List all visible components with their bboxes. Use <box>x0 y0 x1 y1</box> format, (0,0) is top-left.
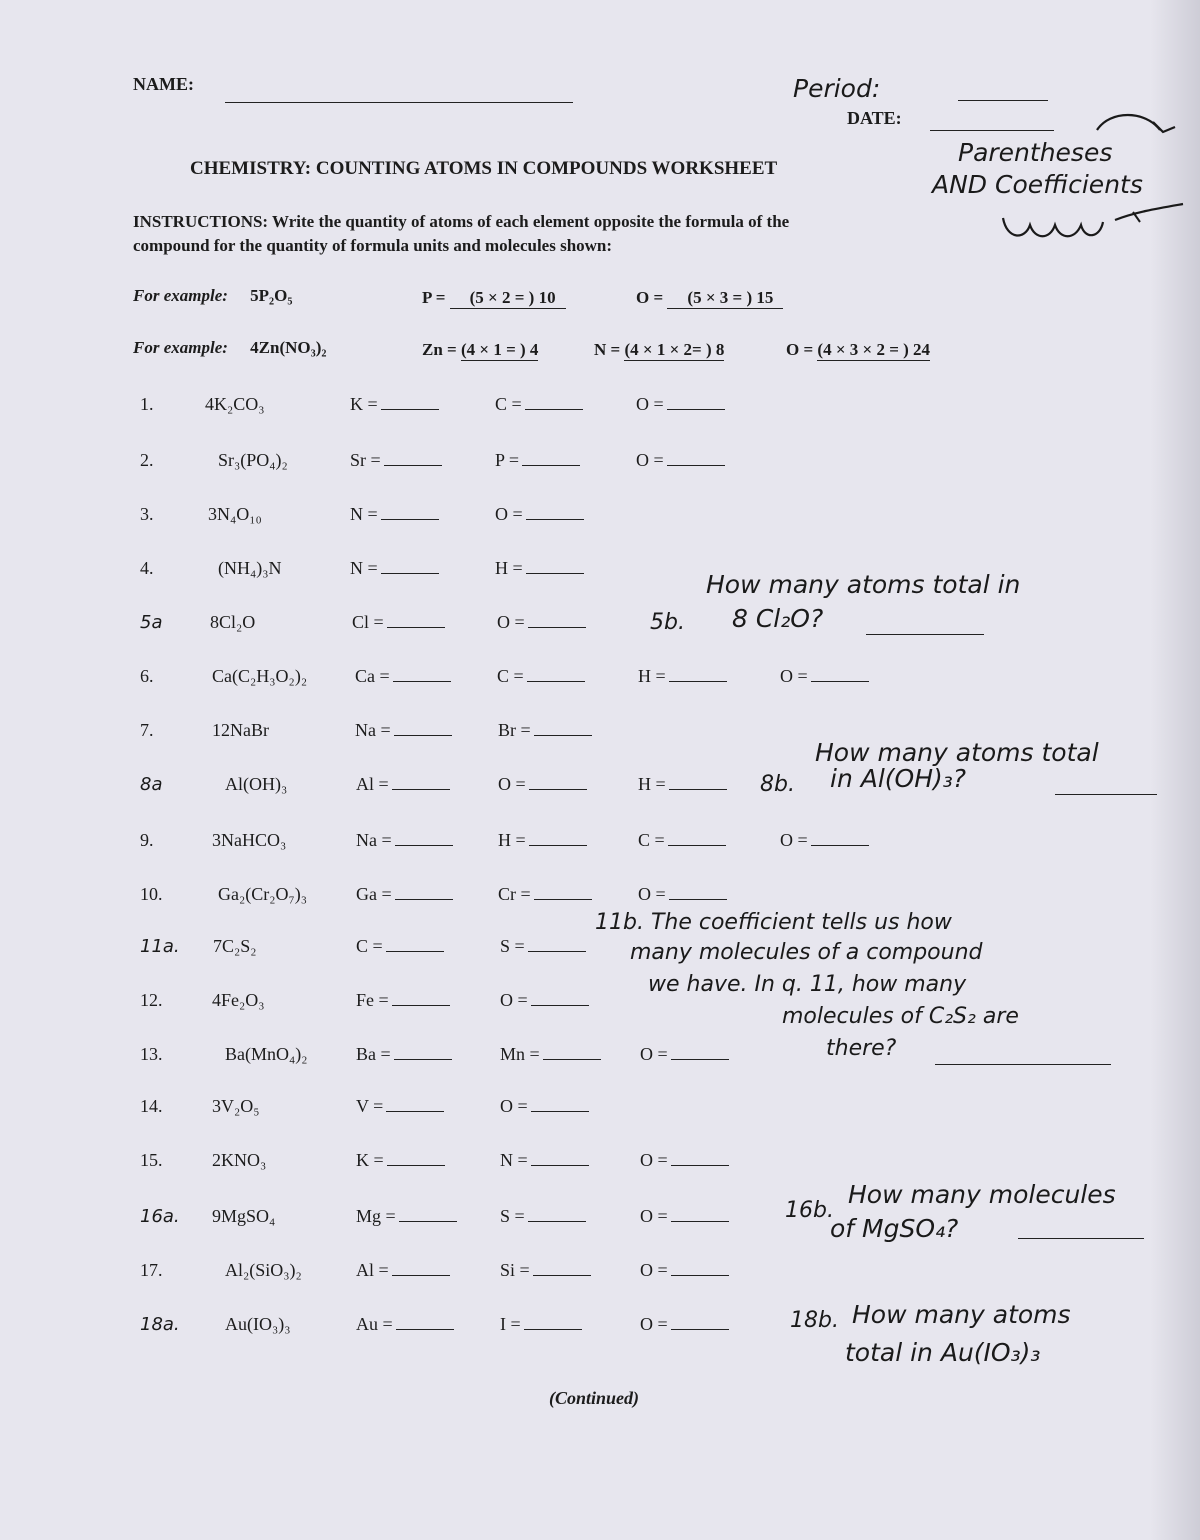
answer-blank[interactable] <box>394 721 452 736</box>
answer-blank[interactable] <box>387 1151 445 1166</box>
element-label: Fe = <box>356 990 389 1010</box>
element-label: K = <box>350 394 378 414</box>
answer-blank[interactable] <box>394 1045 452 1060</box>
element-label: C = <box>495 394 522 414</box>
answer-blank[interactable] <box>669 667 727 682</box>
q11b-line-5: there? <box>826 1036 897 1061</box>
problem-formula: 4K₂CO₃ <box>205 394 265 414</box>
q16b-blank <box>1018 1238 1144 1239</box>
problem-number: 2. <box>140 450 154 470</box>
q8b-line-2: in Al(OH)₃? <box>830 764 967 793</box>
answer-blank[interactable] <box>526 505 584 520</box>
answer-blank[interactable] <box>395 831 453 846</box>
q18b-line-2: total in Au(IO₃)₃ <box>845 1338 1041 1367</box>
element-answer <box>636 394 725 415</box>
element-label: Al = <box>356 1260 389 1280</box>
element-answer <box>498 774 587 795</box>
element-label: O = <box>500 1096 528 1116</box>
element-answer <box>638 884 727 905</box>
element-label: H = <box>638 666 666 686</box>
element-label: O = <box>500 990 528 1010</box>
answer-blank[interactable] <box>667 395 725 410</box>
element-answer <box>638 666 727 687</box>
element-answer <box>498 884 592 905</box>
problem-number: 1. <box>140 394 154 414</box>
element-answer <box>640 1260 729 1281</box>
element-label: K = <box>356 1150 384 1170</box>
problem-number: 6. <box>140 666 154 686</box>
problem-number: 16a. <box>140 1206 180 1227</box>
element-answer <box>780 830 869 851</box>
element-label: Cr = <box>498 884 531 904</box>
q16b-line-1: How many molecules <box>848 1180 1116 1209</box>
element-label: Mn = <box>500 1044 540 1064</box>
element-answer <box>350 450 442 471</box>
answer-blank[interactable] <box>531 991 589 1006</box>
q8b-blank <box>1055 794 1157 795</box>
element-answer <box>500 1096 589 1117</box>
answer-blank[interactable] <box>527 667 585 682</box>
element-label: O = <box>780 666 808 686</box>
element-label: P = <box>495 450 519 470</box>
example-2-zn: Zn = (4 × 1 = ) 4 <box>422 340 539 359</box>
answer-blank[interactable] <box>396 1315 454 1330</box>
element-answer <box>640 1150 729 1171</box>
problem-formula: 7C₂S₂ <box>213 936 257 956</box>
answer-blank[interactable] <box>387 613 445 628</box>
problem-number: 8a <box>140 774 163 795</box>
element-answer <box>356 1260 450 1281</box>
answer-blank[interactable] <box>528 613 586 628</box>
element-answer <box>640 1206 729 1227</box>
element-answer <box>497 666 585 687</box>
q11b-line-2: many molecules of a compound <box>630 940 983 965</box>
answer-blank[interactable] <box>671 1151 729 1166</box>
element-label: O = <box>497 612 525 632</box>
problem-number: 12. <box>140 990 163 1010</box>
element-label: O = <box>498 774 526 794</box>
element-label: C = <box>356 936 383 956</box>
answer-blank[interactable] <box>543 1045 601 1060</box>
answer-blank[interactable] <box>386 937 444 952</box>
problem-formula: Sr₃(PO₄)₂ <box>218 450 288 470</box>
problem-formula: (NH₄)₃N <box>218 558 282 578</box>
problem-formula: Ba(MnO₄)₂ <box>225 1044 308 1064</box>
element-answer <box>350 504 439 525</box>
note-coefficients: AND Coefficients <box>932 170 1143 199</box>
element-answer <box>636 450 725 471</box>
problem-formula: 8Cl₂O <box>210 612 256 632</box>
element-answer <box>500 1206 586 1227</box>
element-label: S = <box>500 1206 525 1226</box>
element-label: O = <box>636 450 664 470</box>
element-label: O = <box>780 830 808 850</box>
element-label: C = <box>497 666 524 686</box>
element-answer <box>352 612 445 633</box>
element-answer <box>638 774 727 795</box>
element-answer <box>780 666 869 687</box>
element-answer <box>498 720 592 741</box>
q11b-blank <box>935 1064 1111 1065</box>
answer-blank[interactable] <box>392 991 450 1006</box>
answer-blank[interactable] <box>671 1315 729 1330</box>
example-1-p: P = (5 × 2 = ) 10 <box>422 288 566 309</box>
problem-formula: Al(OH)₃ <box>225 774 288 794</box>
element-label: Ca = <box>355 666 390 686</box>
q18b-line-1: How many atoms <box>852 1300 1071 1329</box>
continued-label: (Continued) <box>549 1388 640 1408</box>
answer-blank[interactable] <box>381 505 439 520</box>
element-label: O = <box>640 1044 668 1064</box>
element-answer <box>500 990 589 1011</box>
problem-number: 5a <box>140 612 163 633</box>
element-answer <box>640 1044 729 1065</box>
answer-blank[interactable] <box>671 1207 729 1222</box>
element-answer <box>498 830 587 851</box>
answer-blank[interactable] <box>524 1315 582 1330</box>
answer-blank[interactable] <box>529 775 587 790</box>
q11b-line-1: 11b. The coefficient tells us how <box>595 910 952 935</box>
problem-formula: 2KNO₃ <box>212 1150 267 1170</box>
element-label: I = <box>500 1314 521 1334</box>
q18b-label: 18b. <box>790 1308 839 1333</box>
element-answer <box>355 720 452 741</box>
q5b-line-2: 8 Cl₂O? <box>732 604 824 633</box>
element-label: N = <box>350 504 378 524</box>
element-label: O = <box>640 1260 668 1280</box>
element-answer <box>356 990 450 1011</box>
element-answer <box>638 830 726 851</box>
instructions-line-2: compound for the quantity of formula units and molecules shown: <box>133 236 613 255</box>
problem-number: 3. <box>140 504 154 524</box>
answer-blank[interactable] <box>392 775 450 790</box>
q16b-label: 16b. <box>785 1198 834 1223</box>
problem-formula: Ca(C₂H₃O₂)₂ <box>212 666 308 686</box>
answer-blank[interactable] <box>393 667 451 682</box>
element-label: H = <box>495 558 523 578</box>
element-answer <box>356 774 450 795</box>
answer-blank[interactable] <box>529 831 587 846</box>
problem-number: 18a. <box>140 1314 180 1335</box>
element-label: C = <box>638 830 665 850</box>
name-blank <box>225 102 573 103</box>
answer-blank[interactable] <box>522 451 580 466</box>
element-answer <box>356 884 453 905</box>
answer-blank[interactable] <box>534 885 592 900</box>
example-2: For example: 4Zn(NO₃)₂ <box>133 338 327 357</box>
element-answer <box>500 1044 601 1065</box>
problem-number: 7. <box>140 720 154 740</box>
element-answer <box>500 936 586 957</box>
element-answer <box>356 1206 457 1227</box>
worksheet-title: CHEMISTRY: COUNTING ATOMS IN COMPOUNDS WORKSHEET <box>190 158 778 179</box>
answer-blank[interactable] <box>534 721 592 736</box>
q5b-line-1: How many atoms total in <box>706 570 1021 599</box>
problem-number: 13. <box>140 1044 163 1064</box>
element-label: Mg = <box>356 1206 396 1226</box>
answer-blank[interactable] <box>528 937 586 952</box>
element-label: Sr = <box>350 450 381 470</box>
answer-blank[interactable] <box>528 1207 586 1222</box>
element-label: H = <box>498 830 526 850</box>
q5b-blank <box>866 634 984 635</box>
element-answer <box>640 1314 729 1335</box>
element-label: Au = <box>356 1314 393 1334</box>
answer-blank[interactable] <box>381 559 439 574</box>
answer-blank[interactable] <box>669 885 727 900</box>
problem-number: 4. <box>140 558 154 578</box>
date-label: DATE: <box>847 108 902 128</box>
element-label: Cl = <box>352 612 384 632</box>
element-label: O = <box>640 1150 668 1170</box>
answer-blank[interactable] <box>671 1261 729 1276</box>
element-label: Na = <box>356 830 392 850</box>
q11b-line-4: molecules of C₂S₂ are <box>782 1004 1019 1029</box>
problem-number: 10. <box>140 884 163 904</box>
element-answer <box>350 558 439 579</box>
element-answer <box>500 1260 591 1281</box>
element-label: Ga = <box>356 884 392 904</box>
element-answer <box>497 612 586 633</box>
example-1: For example: 5P₂O₅ <box>133 286 293 305</box>
answer-blank[interactable] <box>386 1097 444 1112</box>
problem-formula: 4Fe₂O₃ <box>212 990 265 1010</box>
answer-blank[interactable] <box>671 1045 729 1060</box>
answer-blank[interactable] <box>392 1261 450 1276</box>
answer-blank[interactable] <box>526 559 584 574</box>
element-label: N = <box>500 1150 528 1170</box>
problem-number: 17. <box>140 1260 163 1280</box>
element-answer <box>356 1150 445 1171</box>
problem-number: 9. <box>140 830 154 850</box>
element-label: Al = <box>356 774 389 794</box>
answer-blank[interactable] <box>811 831 869 846</box>
example-1-o: O = (5 × 3 = ) 15 <box>636 288 783 309</box>
element-answer <box>500 1314 582 1335</box>
element-label: Si = <box>500 1260 530 1280</box>
q8b-label: 8b. <box>760 772 795 797</box>
problem-number: 14. <box>140 1096 163 1116</box>
q11b-line-3: we have. In q. 11, how many <box>648 972 967 997</box>
element-answer <box>495 558 584 579</box>
answer-blank[interactable] <box>667 451 725 466</box>
problem-formula: Ga₂(Cr₂O₇)₃ <box>218 884 308 904</box>
problem-number: 15. <box>140 1150 163 1170</box>
example-2-o: O = (4 × 3 × 2 = ) 24 <box>786 340 931 359</box>
answer-blank[interactable] <box>533 1261 591 1276</box>
element-answer <box>500 1150 589 1171</box>
note-parentheses: Parentheses <box>958 138 1113 167</box>
element-answer <box>495 394 583 415</box>
element-label: N = <box>350 558 378 578</box>
element-label: Ba = <box>356 1044 391 1064</box>
problem-formula: Al₂(SiO₃)₂ <box>225 1260 302 1280</box>
element-label: V = <box>356 1096 384 1116</box>
answer-blank[interactable] <box>531 1097 589 1112</box>
element-answer <box>356 1314 454 1335</box>
element-answer <box>495 450 580 471</box>
problem-formula: Au(IO₃)₃ <box>225 1314 291 1334</box>
problem-formula: 9MgSO₄ <box>212 1206 276 1226</box>
answer-blank[interactable] <box>381 395 439 410</box>
answer-blank[interactable] <box>399 1207 457 1222</box>
element-answer <box>495 504 584 525</box>
element-label: O = <box>640 1206 668 1226</box>
name-label: NAME: <box>133 74 194 94</box>
q16b-line-2: of MgSO₄? <box>830 1214 959 1243</box>
element-answer <box>350 394 439 415</box>
problem-formula: 12NaBr <box>212 720 269 740</box>
answer-blank[interactable] <box>531 1151 589 1166</box>
answer-blank[interactable] <box>384 451 442 466</box>
element-label: O = <box>640 1314 668 1334</box>
problem-formula: 3N₄O₁₀ <box>208 504 262 524</box>
element-label: Br = <box>498 720 531 740</box>
element-answer <box>356 830 453 851</box>
problem-formula: 3NaHCO₃ <box>212 830 287 850</box>
problem-formula: 3V₂O₅ <box>212 1096 260 1116</box>
element-answer <box>356 1044 452 1065</box>
q5b-label: 5b. <box>650 610 685 635</box>
element-label: Na = <box>355 720 391 740</box>
element-label: O = <box>638 884 666 904</box>
doodle-arrows-icon <box>985 100 1200 250</box>
element-answer <box>355 666 451 687</box>
example-2-n: N = (4 × 1 × 2= ) 8 <box>594 340 725 359</box>
answer-blank[interactable] <box>811 667 869 682</box>
element-label: H = <box>638 774 666 794</box>
period-label: Period: <box>793 74 881 103</box>
answer-blank[interactable] <box>525 395 583 410</box>
answer-blank[interactable] <box>668 831 726 846</box>
q8b-line-1: How many atoms total <box>815 738 1099 767</box>
problem-number: 11a. <box>140 936 180 957</box>
element-answer <box>356 936 444 957</box>
element-label: O = <box>636 394 664 414</box>
instructions-line-1: INSTRUCTIONS: Write the quantity of atoms of each element opposite the formula of the <box>133 212 790 231</box>
element-label: S = <box>500 936 525 956</box>
answer-blank[interactable] <box>669 775 727 790</box>
answer-blank[interactable] <box>395 885 453 900</box>
element-label: O = <box>495 504 523 524</box>
element-answer <box>356 1096 444 1117</box>
